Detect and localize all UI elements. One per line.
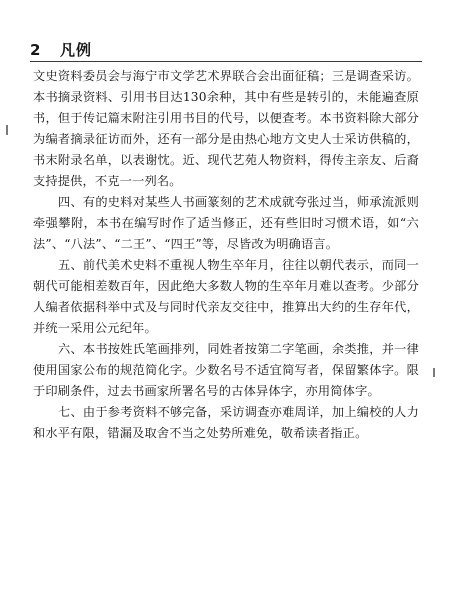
paragraph-item-7: 七、由于参考资料不够完备，采访调查亦难周详，加上编校的人力和水平有限，错漏及取舍不当之处势所难免，敬希读者指正。	[33, 405, 419, 440]
header-title: 凡例	[60, 41, 93, 59]
scan-mark-left	[6, 125, 8, 135]
page-header	[30, 40, 420, 60]
paragraph-continued: 文史资料委员会与海宁市文学艺术界联合会出面征稿；三是调查采访。本书摘录资料、引用书目达130余种，其中有些是转引的，未能遍查原书，但于传记篇末附注引用书目的代号，以便查考。本书资料除大部分为编者摘录征访而外，还有一部分是由热心地方文史人士采访供稿的，书末附录名单，以表谢忱。近、现代艺苑人物资料，得传主亲友、后裔支持提供，不克一一列名。	[33, 69, 419, 188]
header-rule	[30, 61, 422, 62]
scan-mark-right	[433, 368, 435, 377]
paragraph-item-4: 四、有的史料对某些人书画篆刻的艺术成就夸张过当，师承流派则牵强攀附，本书在编写时作了适当修正，还有些旧时习惯术语，如“六法”、“八法”、“二王”、“四王”等，尽皆改为明确语言。	[33, 195, 419, 251]
body-text	[33, 66, 419, 444]
page-number: 2	[30, 41, 41, 59]
paragraph-item-6: 六、本书按姓氏笔画排列，同姓者按第二字笔画，余类推，并一律使用国家公布的规范简化字。少数名号不适宜简写者，保留繁体字。限于印刷条件，过去书画家所署名号的古体异体字，亦用简体字。	[33, 342, 419, 398]
paragraph-item-5: 五、前代美术史料不重视人物生卒年月，往往以朝代表示，而同一朝代可能相差数百年，因此绝大多数人物的生卒年月难以查考。少部分人编者依据科举中式及与同时代亲友交往中，推算出大约的生存年代，并统一采用公元纪年。	[33, 258, 419, 335]
